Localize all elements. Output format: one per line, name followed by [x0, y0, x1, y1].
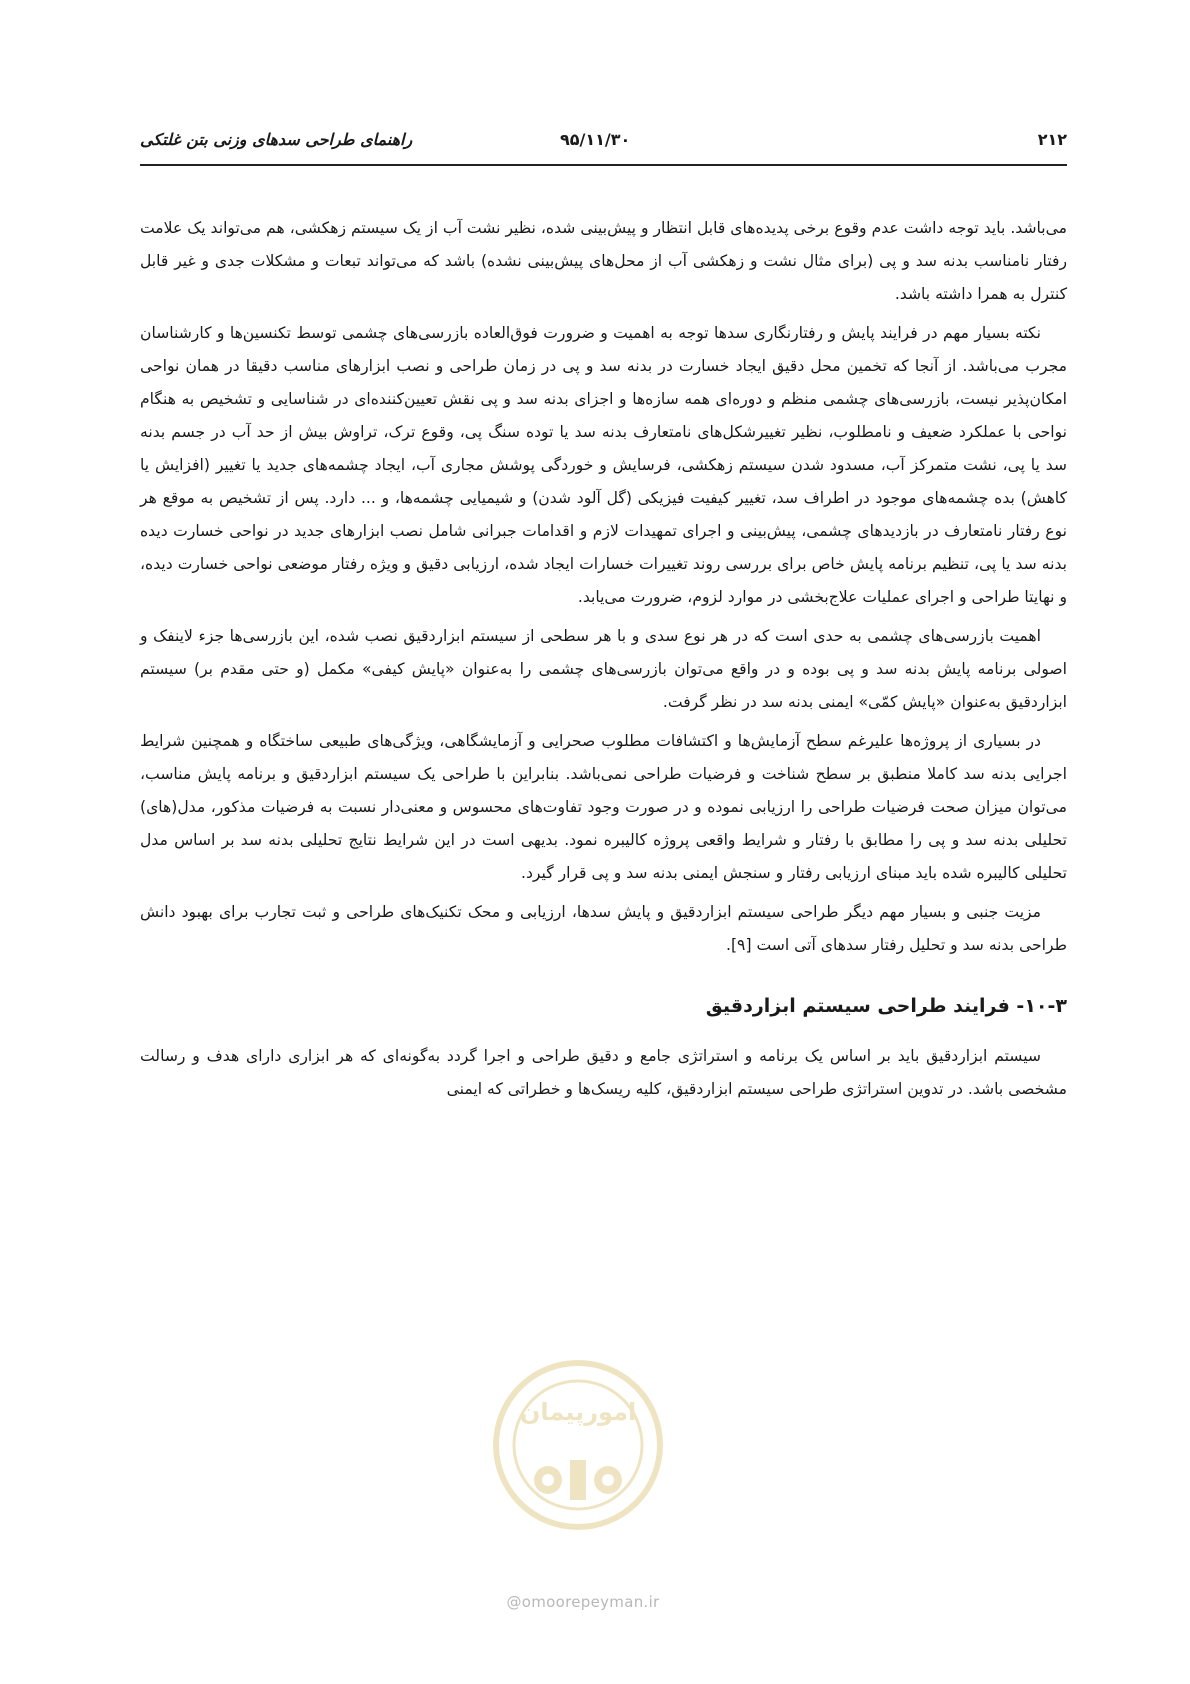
paragraph: می‌باشد. باید توجه داشت عدم وقوع برخی پدیده‌های قابل انتظار و پیش‌بینی شده، نظیر نشت آب از یک سیستم زهکشی، هم می‌تواند یک علامت رفتار نامناسب بدنه سد و پی (برای مثال نشت و زهکشی آب از محل‌های پیش‌بینی نشده) باشد که می‌تواند تبعات و مشکلات جدی و غیر قابل کنترل به همرا داشته باشد. [140, 219, 1067, 303]
page-number: ۲۱۲ [1037, 130, 1067, 149]
section-title: فرایند طراحی سیستم ابزاردقیق [705, 995, 1010, 1017]
section-heading [140, 988, 1067, 1024]
section-number: ۱۰-۳- [1016, 995, 1067, 1017]
page-header [140, 124, 1067, 166]
header-date: ۹۵/۱۱/۳۰ [560, 130, 631, 149]
watermark-url: @omoorepeyman.ir [506, 1593, 660, 1611]
running-title: راهنمای طراحی سدهای وزنی بتن غلتکی [140, 130, 413, 149]
watermark-logo [478, 1350, 678, 1540]
page-body [140, 212, 1067, 1112]
watermark-logo-text: امورپیمان [519, 1398, 637, 1426]
paragraph: سیستم ابزاردقیق باید بر اساس یک برنامه و استراتژی جامع و دقیق طراحی و اجرا گردد به‌گونه‌ای که هر ابزاری دارای هدف و رسالت مشخصی باشد. در تدوین استراتژی طراحی سیستم ابزاردقیق، کلیه ریسک‌ها و خطراتی که ایمنی [140, 1047, 1067, 1098]
paragraph: مزیت جنبی و بسیار مهم دیگر طراحی سیستم ابزاردقیق و پایش سدها، ارزیابی و محک تکنیک‌های طراحی و ثبت تجارب برای بهبود دانش طراحی بدنه سد و تحلیل رفتار سدهای آتی است [۹]. [140, 903, 1067, 954]
paragraph: در بسیاری از پروژه‌ها علیرغم سطح آزمایش‌ها و اکتشافات مطلوب صحرایی و آزمایشگاهی، ویژگی‌های طبیعی ساختگاه و همچنین شرایط اجرایی بدنه سد کاملا منطبق بر سطح شناخت و فرضیات طراحی نمی‌باشد. بنابراین با طراحی یک سیستم ابزاردقیق و برنامه پایش مناسب، می‌توان میزان صحت فرضیات طراحی را ارزیابی نموده و در صورت وجود تفاوت‌های محسوس و معنی‌دار نسبت به فرضیات مذکور، مدل(های) تحلیلی بدنه سد و پی را مطابق با رفتار و شرایط واقعی پروژه کالیبره نمود. بدیهی است در این شرایط نتایج تحلیلی بدنه سد بر اساس مدل تحلیلی کالیبره شده باید مبنای ارزیابی رفتار و سنجش ایمنی بدنه سد و پی قرار گیرد. [140, 732, 1067, 882]
paragraph: نکته بسیار مهم در فرایند پایش و رفتارنگاری سدها توجه به اهمیت و ضرورت فوق‌العاده بازرسی‌های چشمی توسط تکنسین‌ها و کارشناسان مجرب می‌باشد. از آنجا که تخمین محل دقیق ایجاد خسارت در بدنه سد و پی در زمان طراحی و نصب ابزارهای مناسب دقیقا در همان نواحی امکان‌پذیر نیست، بازرسی‌های چشمی منظم و دوره‌ای همه سازه‌ها و اجزای بدنه سد و پی نقش تعیین‌کننده‌ای در شناسایی و تشخیص به هنگام نواحی با عملکرد ضعیف و نامطلوب، نظیر تغییرشکل‌های نامتعارف بدنه سد یا توده سنگ پی، وقوع ترک، تراوش بیش از حد آب در جسم بدنه سد یا پی، نشت متمرکز آب، مسدود شدن سیستم زهکشی، فرسایش و خوردگی پوشش مجاری آب، ایجاد چشمه‌های جدید یا تغییر (افزایش یا کاهش) بده چشمه‌های موجود در اطراف سد، تغییر کیفیت فیزیکی (گل آلود شدن) و شیمیایی چشمه‌ها، و ... دارد. پس از تشخیص به موقع هر نوع رفتار نامتعارف در بازدیدهای چشمی، پیش‌بینی و اجرای تمهیدات لازم و اقدامات جبرانی شامل نصب ابزارهای جدید در نواحی خسارت دیده بدنه سد یا پی، تنظیم برنامه پایش خاص برای بررسی روند تغییرات خسارات ایجاد شده، ارزیابی دقیق و ویژه رفتار موضعی نواحی خسارت دیده، و نهایتا طراحی و اجرای عملیات علاج‌بخشی در موارد لزوم، ضرورت می‌یابد. [140, 324, 1067, 606]
paragraph: اهمیت بازرسی‌های چشمی به حدی است که در هر نوع سدی و با هر سطحی از سیستم ابزاردقیق نصب شده، این بازرسی‌ها جزء لاینفک و اصولی برنامه پایش بدنه سد و پی بوده و در واقع می‌توان بازرسی‌های چشمی را به‌عنوان «پایش کیفی» مکمل (و حتی مقدم بر) سیستم ابزاردقیق به‌عنوان «پایش کمّی» ایمنی بدنه سد در نظر گرفت. [140, 627, 1067, 711]
